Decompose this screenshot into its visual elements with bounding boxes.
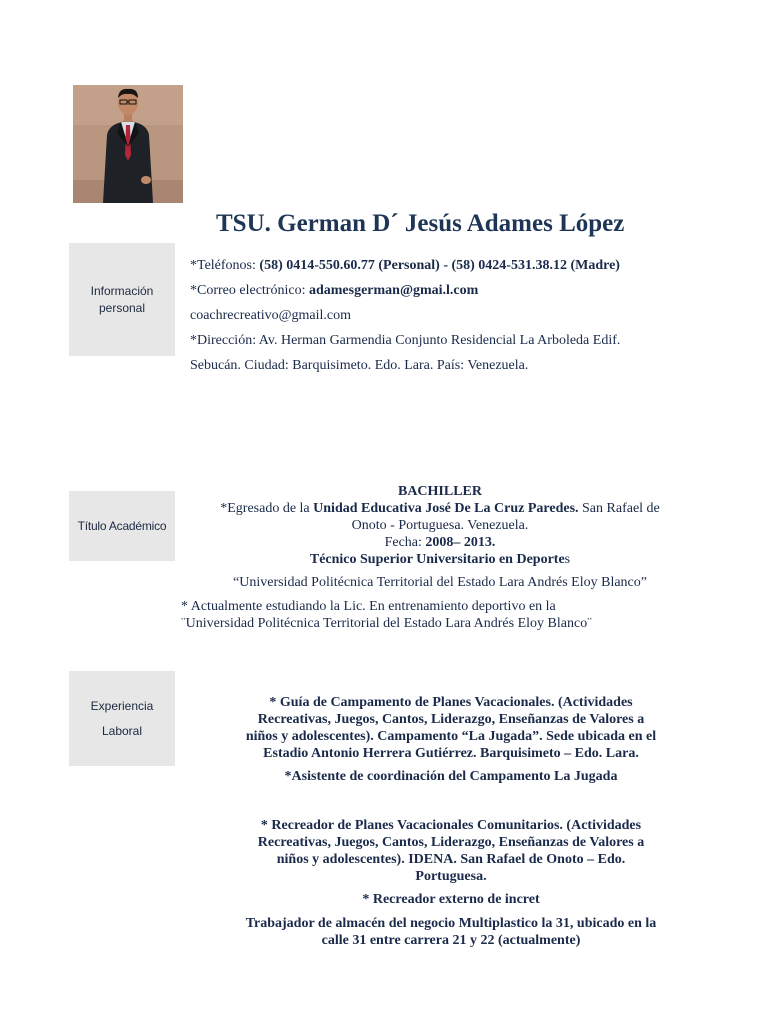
phones-value: (58) 0414-550.60.77 (Personal) - (58) 0424-531.38.12 (Madre): [259, 258, 620, 273]
job-external-recreator: * Recreador externo de incret: [362, 892, 540, 907]
phones-prefix: *Teléfonos:: [190, 258, 260, 273]
job-community-recreator: [211, 817, 691, 885]
full-name-heading: TSU. German D´ Jesús Adames López: [216, 210, 625, 237]
school-location-a: San Rafael de: [578, 501, 660, 516]
school-prefix: *Egresado de la: [220, 501, 314, 516]
date-line: [180, 534, 700, 551]
current-studies-line1: * Actualmente estudiando la Lic. En entrenamiento deportivo en la: [181, 599, 556, 614]
date-value: 2008– 2013.: [425, 535, 496, 550]
job5-line2: calle 31 entre carrera 21 y 22 (actualmente): [321, 933, 581, 948]
phones-line: [190, 258, 620, 274]
section-label-experience: [69, 671, 175, 766]
personal-label-line1: Información: [90, 283, 154, 298]
job1-line2: Recreativas, Juegos, Cantos, Liderazgo, Enseñanzas de Valores a: [257, 712, 645, 727]
job5-line1: Trabajador de almacén del negocio Multiplastico la 31, ubicado en la: [245, 916, 657, 931]
experience-label-line2: Laboral: [101, 723, 142, 738]
profile-photo: [73, 85, 183, 203]
job3-line2: Recreativas, Juegos, Cantos, Liderazgo, Enseñanzas de Valores a: [257, 835, 645, 850]
tsu-title-bold: Técnico Superior Universitario en Deporte: [309, 552, 565, 567]
email-line: [190, 283, 478, 299]
job3-line4: Portuguesa.: [415, 869, 487, 884]
person-in-suit-icon: [73, 85, 183, 203]
degree-title: BACHILLER: [397, 484, 483, 499]
university-name: “Universidad Politécnica Territorial del Estado Lara Andrés Eloy Blanco”: [233, 575, 647, 590]
school-location-b: Onoto - Portuguesa. Venezuela.: [351, 518, 529, 533]
secondary-email: coachrecreativo@gmail.com: [190, 308, 351, 323]
current-studies: [181, 598, 592, 632]
job1-line4: Estadio Antonio Herrera Gutiérrez. Barquisimeto – Edo. Lara.: [263, 746, 639, 761]
email-value: adamesgerman@gmai.l.com: [308, 283, 479, 298]
personal-label-line2: personal: [98, 300, 145, 315]
job-assistant: *Asistente de coordinación del Campamento La Jugada: [284, 769, 618, 784]
section-label-personal-info: [69, 243, 175, 356]
current-studies-line2: ¨Universidad Politécnica Territorial del Estado Lara Andrés Eloy Blanco¨: [181, 616, 592, 631]
address-line-2: Sebucán. Ciudad: Barquisimeto. Edo. Lara. País: Venezuela.: [190, 358, 529, 373]
tsu-title-tail: s: [564, 552, 571, 567]
academic-block: [180, 483, 700, 568]
tsu-title: [180, 551, 700, 568]
experience-label-line1: Experiencia: [90, 698, 154, 713]
job3-line3: niños y adolescentes). IDENA. San Rafael de Onoto – Edo.: [276, 852, 626, 867]
job-guide-camp: [211, 694, 691, 762]
email-prefix: *Correo electrónico:: [190, 283, 309, 298]
school-line-1: [180, 500, 700, 517]
section-label-academic: Título Académico: [69, 491, 175, 561]
job-warehouse: [211, 915, 691, 949]
job3-line1: * Recreador de Planes Vacacionales Comunitarios. (Actividades: [260, 818, 642, 833]
job1-line1: * Guía de Campamento de Planes Vacacionales. (Actividades: [269, 695, 633, 710]
job1-line3: niños y adolescentes). Campamento “La Jugada”. Sede ubicada en el: [245, 729, 657, 744]
school-name: Unidad Educativa José De La Cruz Paredes.: [313, 501, 579, 516]
date-prefix: Fecha:: [384, 535, 426, 550]
address-line-1: *Dirección: Av. Herman Garmendia Conjunto Residencial La Arboleda Edif.: [190, 333, 621, 348]
